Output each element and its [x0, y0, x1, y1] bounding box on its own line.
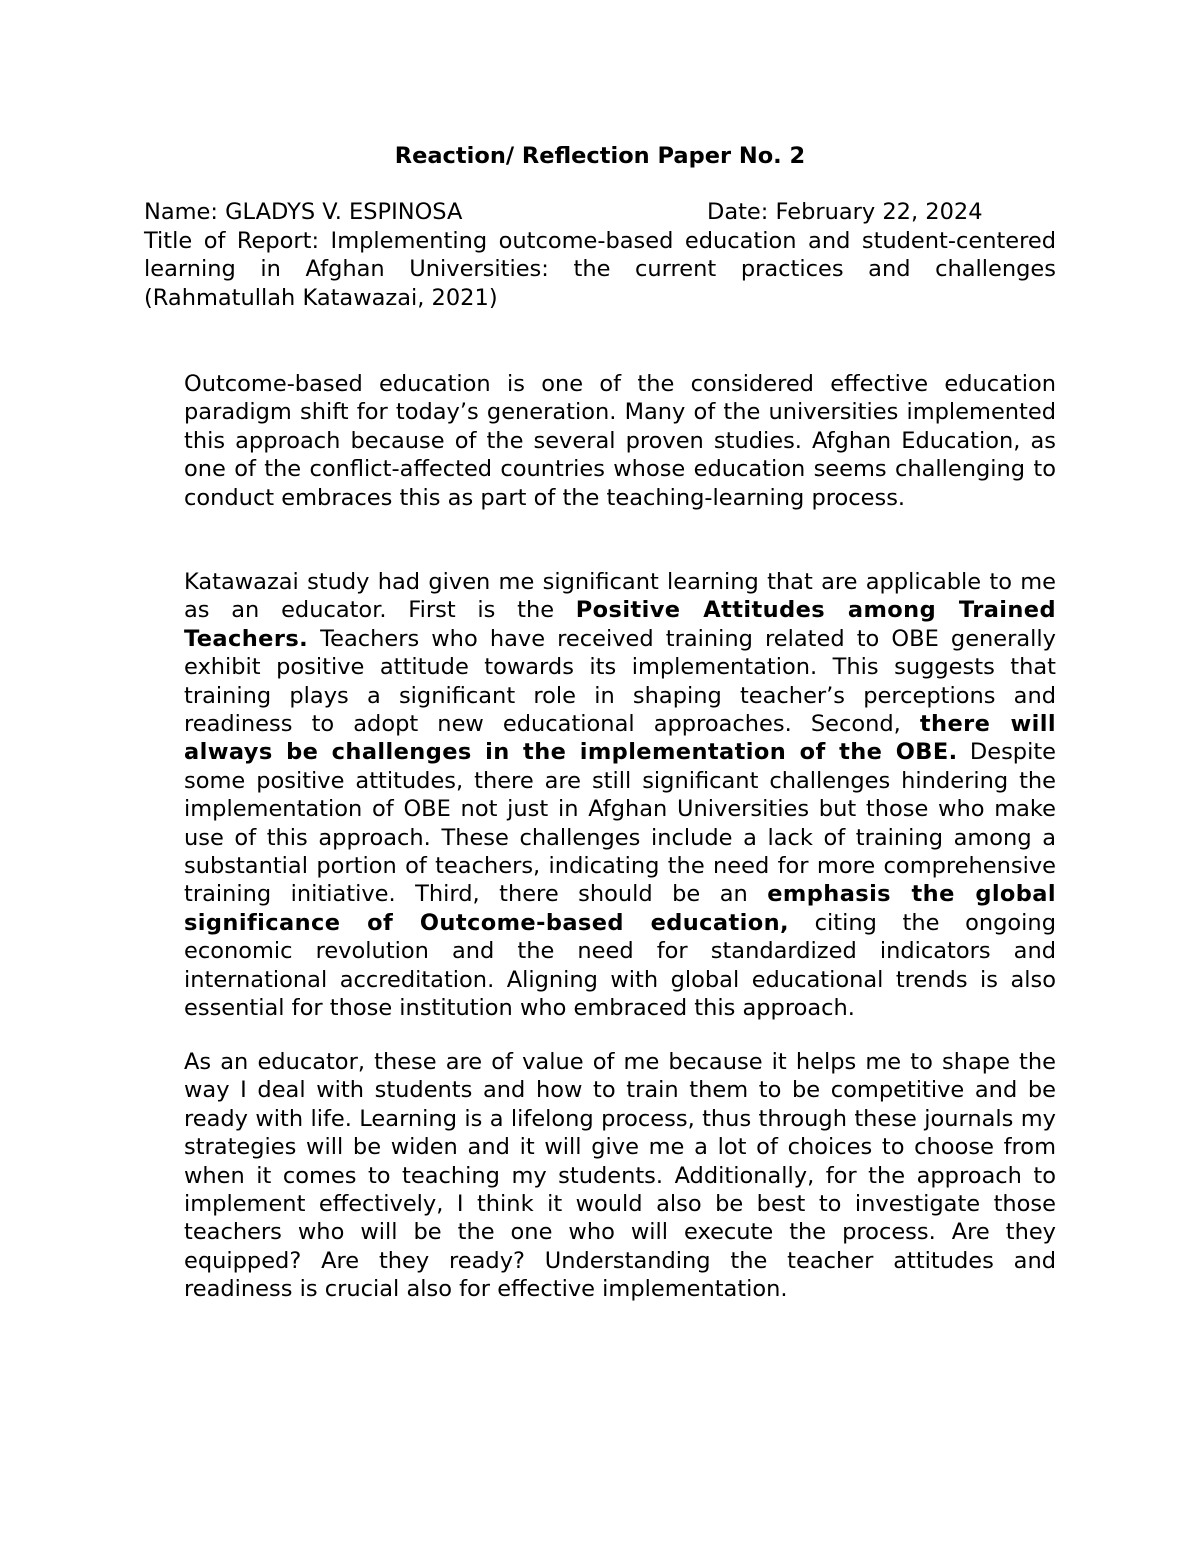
- author-name: Name: GLADYS V. ESPINOSA: [144, 199, 463, 225]
- paragraph-2-text-3: Despite some positive attitudes, there are still significant challenges hindering the implementation of OBE not just in Afghan Universities but those who make use of this approach. These challenges include a lack of training among a substantial portion of teachers, indicating the need for more comprehensive training initiative. Third, there should be an: [184, 739, 1056, 908]
- paragraph-2-text-2: Teachers who have received training related to OBE generally exhibit positive attitude towards its implementation. This suggests that training plays a significant role in shaping teacher’s perceptions and readiness to adopt new educational approaches. Second,: [184, 625, 1056, 738]
- paragraph-2-emphasis-1: Positive Attitudes among Trained Teachers.: [184, 597, 1056, 652]
- paragraph-2-emphasis-2: there will always be challenges in the implementation of the OBE.: [184, 711, 1056, 766]
- body-paragraph-1: Outcome-based education is one of the considered effective education paradigm shift for today’s generation. Many of the universities implemented this approach because of the several proven studies. Afghan Education, as one of the conflict-affected countries whose education seems challenging to conduct embraces this as part of the teaching-learning process.: [184, 371, 1056, 511]
- paper-title: Reaction/ Reflection Paper No. 2: [394, 143, 806, 169]
- body-paragraph-3: As an educator, these are of value of me because it helps me to shape the way I deal with students and how to train them to be competitive and be ready with life. Learning is a lifelong process, thus through these journals my strategies will be widen and it will give me a lot of choices to choose from when it comes to teaching my students. Additionally, for the approach to implement effectively, I think it would also be best to investigate those teachers who will be the one who will execute the process. Are they equipped? Are they ready? Understanding the teacher attitudes and readiness is crucial also for effective implementation.: [184, 1049, 1056, 1303]
- paragraph-2-text-4: citing the ongoing economic revolution and the need for standardized indicators and international accreditation. Aligning with global educational trends is also essential for those institution who embraced this approach.: [184, 909, 1056, 1022]
- paper-date: Date: February 22, 2024: [707, 199, 983, 225]
- paragraph-2-text-1: Katawazai study had given me significant learning that are applicable to me as an educator. First is the: [184, 569, 1056, 624]
- paragraph-2-emphasis-3: emphasis the global significance of Outcome-based education,: [184, 881, 1056, 936]
- body-paragraph-2: [184, 568, 1056, 1023]
- name-date-line: [144, 198, 1056, 226]
- report-title: Title of Report: Implementing outcome-based education and student-centered learning in Afghan Universities: the current practices and challenges (Rahmatullah Katawazai, 2021): [144, 228, 1056, 311]
